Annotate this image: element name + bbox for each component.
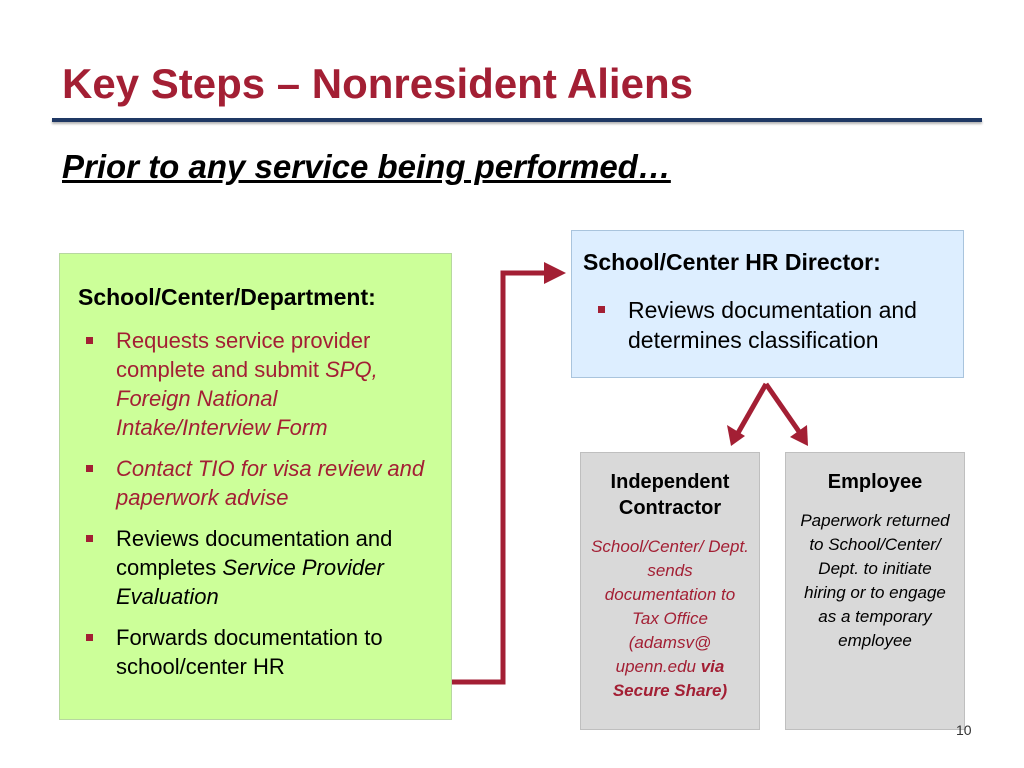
department-heading: School/Center/Department: — [78, 284, 376, 310]
slide-subtitle: Prior to any service being performed… — [62, 148, 671, 185]
department-step-3: Reviews documentation and completes Service Provider Evaluation — [82, 524, 432, 611]
hr-director-box — [571, 230, 964, 378]
connector-hr-to-contractor — [738, 384, 766, 433]
bullet-square-icon — [86, 337, 93, 344]
connector-dept-to-hr — [452, 273, 548, 682]
arrowhead-to-hr — [544, 262, 566, 284]
contractor-text: School/Center/ Dept. sends documentation to Tax Office (adamsv@ upenn.edu via Secure Share) — [591, 537, 749, 700]
department-step-4: Forwards documentation to school/center HR — [82, 623, 432, 681]
bullet-square-icon — [86, 465, 93, 472]
department-step-2: Contact TIO for visa review and paperwork advise — [82, 454, 432, 512]
bullet-square-icon — [598, 306, 605, 313]
department-box — [59, 253, 452, 720]
contractor-heading: Independent Contractor — [610, 471, 730, 519]
connector-hr-to-employee — [766, 384, 800, 433]
hr-director-steps — [596, 295, 956, 355]
bullet-square-icon — [86, 634, 93, 641]
page-number: 10 — [956, 722, 972, 738]
slide-title: Key Steps – Nonresident Aliens — [62, 60, 693, 107]
employee-text: Paperwork returned to School/Center/ Dept. to initiate hiring or to engage as a temporary employee — [800, 511, 950, 650]
employee-heading: Employee — [827, 471, 923, 493]
hr-director-heading: School/Center HR Director: — [583, 249, 881, 275]
hr-director-step: Reviews documentation and determines classification — [596, 295, 956, 355]
department-step-1: Requests service provider complete and submit SPQ, Foreign National Intake/Interview Form — [82, 326, 432, 442]
employee-box — [785, 452, 965, 730]
department-steps — [82, 326, 432, 693]
independent-contractor-box — [580, 452, 760, 730]
bullet-square-icon — [86, 535, 93, 542]
